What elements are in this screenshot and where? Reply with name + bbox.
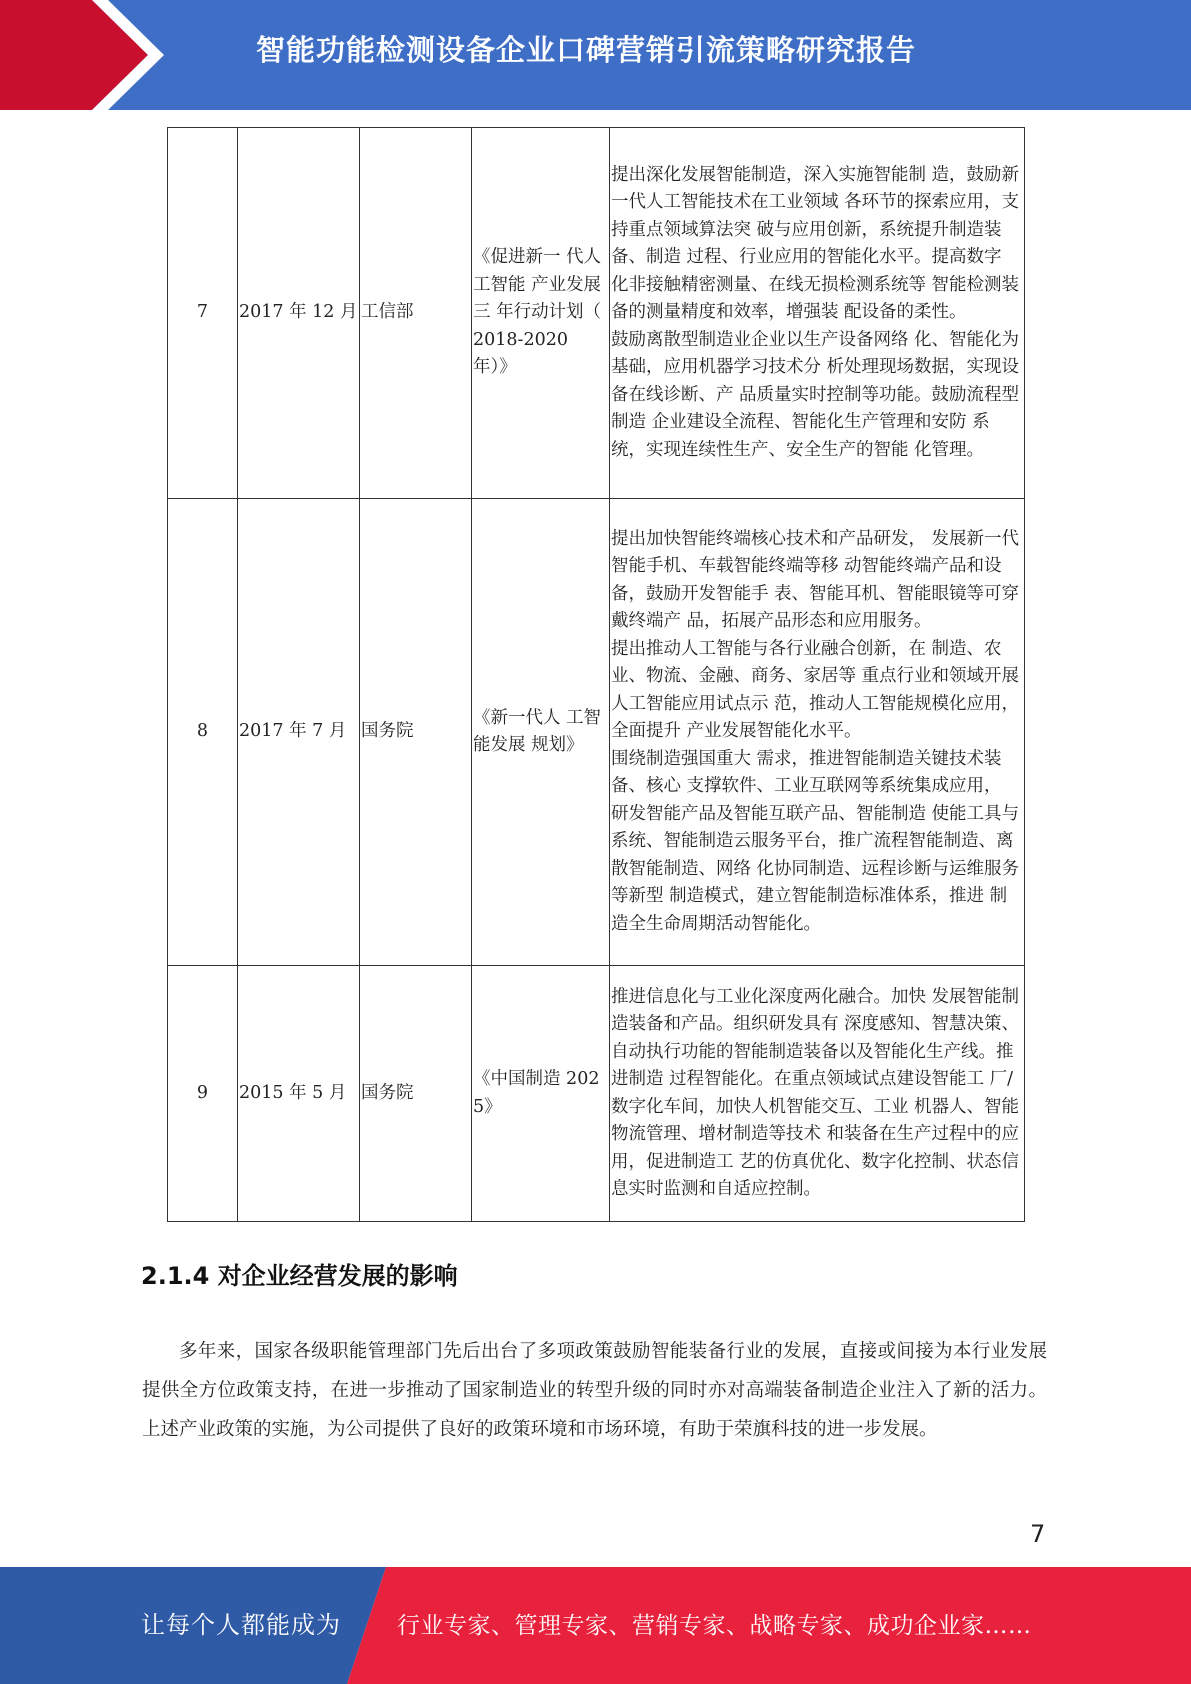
content-paragraph: 提出推动人工智能与各行业融合创新，在 制造、农业、物流、金融、商务、家居等 重点行业和领域开展人工智能应用试点示 范，推动人工智能规模化应用，全面提升 产业发展智能化水平。 — [611, 638, 1020, 742]
content-paragraph: 提出加快智能终端核心技术和产品研发， 发展新一代智能手机、车载智能终端等移 动智能终端产品和设备，鼓励开发智能手 表、智能耳机、智能眼镜等可穿戴终端产 品，拓展产品形态和应用服务。 — [611, 528, 1020, 632]
row-number: 8 — [168, 499, 238, 966]
row-date: 2017 年 7 月 — [238, 499, 360, 966]
row-content — [610, 499, 1025, 966]
content-paragraph: 提出深化发展智能制造，深入实施智能制 造，鼓励新一代人工智能技术在工业领域 各环节的探索应用，支持重点领域算法突 破与应用创新，系统提升制造装备、制造 过程、行业应用的智能化水平。提高数字 化非接触精密测量、在线无损检测系统等 智能检测装备的测量精度和效率，增强装 配设备的柔性。 — [611, 164, 1020, 323]
row-content — [610, 128, 1025, 499]
row-document: 《新一代人 工智能发展 规划》 — [472, 499, 610, 966]
row-date: 2015 年 5 月 — [238, 966, 360, 1222]
row-number: 7 — [168, 128, 238, 499]
header-title: 智能功能检测设备企业口碑营销引流策略研究报告 — [256, 33, 917, 67]
row-department: 工信部 — [360, 128, 472, 499]
row-date: 2017 年 12 月 — [238, 128, 360, 499]
table-row — [168, 499, 1025, 966]
page-number: 7 — [1030, 1520, 1046, 1548]
row-document: 《中国制造 2025》 — [472, 966, 610, 1222]
row-department: 国务院 — [360, 966, 472, 1222]
footer-slogan-right: 行业专家、管理专家、营销专家、战略专家、成功企业家…… — [397, 1613, 1032, 1639]
table-row — [168, 966, 1025, 1222]
table-row — [168, 128, 1025, 499]
body-paragraph: 多年来，国家各级职能管理部门先后出台了多项政策鼓励智能装备行业的发展，直接或间接为本行业发展提供全方位政策支持，在进一步推动了国家制造业的转型升级的同时亦对高端装备制造企业注入了新的活力。上述产业政策的实施，为公司提供了良好的政策环境和市场环境，有助于荣旗科技的进一步发展。 — [142, 1341, 1047, 1440]
content-paragraph: 鼓励离散型制造业企业以生产设备网络 化、智能化为基础，应用机器学习技术分 析处理现场数据，实现设备在线诊断、产 品质量实时控制等功能。鼓励流程型制造 企业建设全流程、智能化生产管理和安防 系统，实现连续性生产、安全生产的智能 化管理。 — [611, 329, 1020, 460]
row-document: 《促进新一 代人工智能 产业发展三 年行动计划（ 2018-2020 年）》 — [472, 128, 610, 499]
row-content — [610, 966, 1025, 1222]
row-number: 9 — [168, 966, 238, 1222]
section-heading: 2.1.4 对企业经营发展的影响 — [141, 1262, 458, 1290]
page-footer — [0, 1567, 1191, 1684]
row-department: 国务院 — [360, 499, 472, 966]
content-paragraph: 围绕制造强国重大 需求，推进智能制造关键技术装备、核心 支撑软件、工业互联网等系统集成应用， 研发智能产品及智能互联产品、智能制造 使能工具与系统、智能制造云服务平台，推广流程智能制造、离散智能制造、网络 化协同制造、远程诊断与运维服务等新型 制造模式，建立智能制造标准体系，推进 制造全生命周期活动智能化。 — [611, 748, 1020, 934]
footer-slogan-left: 让每个人都能成为 — [141, 1611, 341, 1639]
content-paragraph: 推进信息化与工业化深度两化融合。加快 发展智能制造装备和产品。组织研发具有 深度感知、智慧决策、自动执行功能的智能制造装备以及智能化生产线。推进制造 过程智能化。在重点领域试点建设智能工 厂/数字化车间，加快人机智能交互、工业 机器人、智能物流管理、增材制造等技术 和装备在生产过程中的应用，促进制造工 艺的仿真优化、数字化控制、状态信息实时监测和自适应控制。 — [611, 986, 1020, 1199]
policy-table — [167, 127, 1025, 1222]
page-header — [0, 0, 1191, 110]
